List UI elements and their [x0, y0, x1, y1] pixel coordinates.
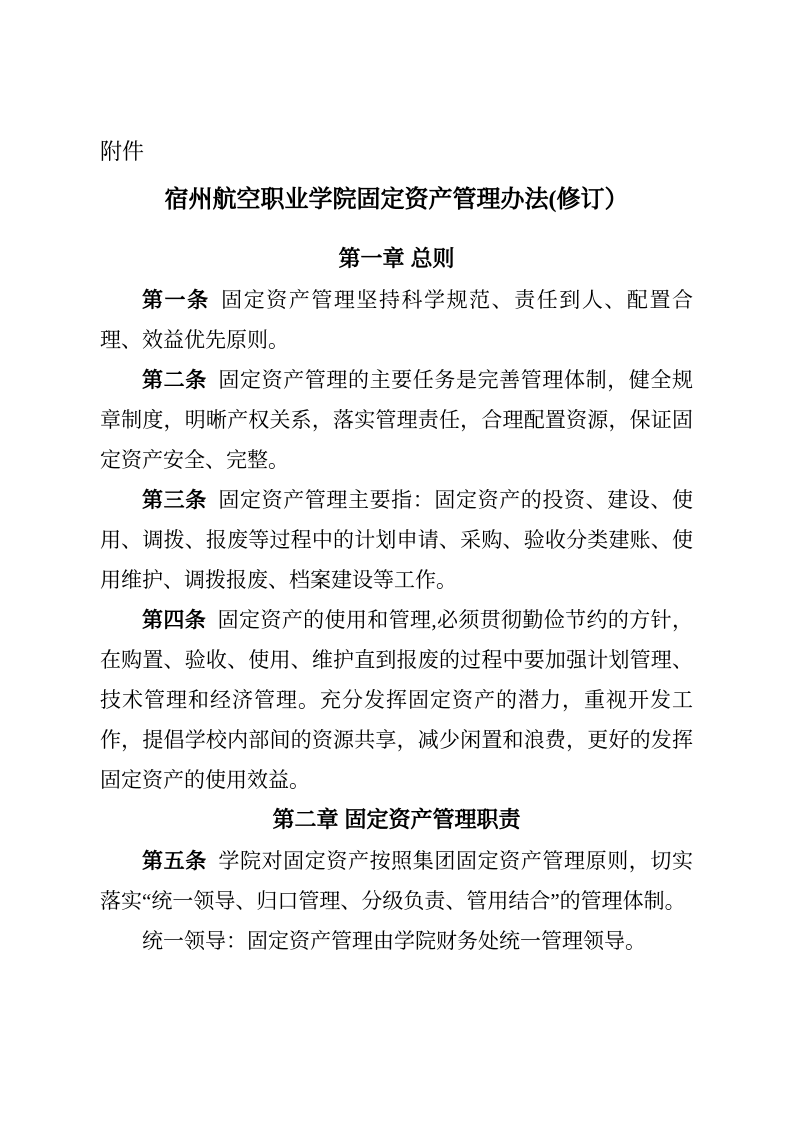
paragraph	[100, 921, 693, 961]
paragraph-text: 固定资产的使用和管理,必须贯彻勤俭节约的方针，在购置、验收、使用、维护直到报废的过程中要加强计划管理、技术管理和经济管理。充分发挥固定资产的潜力，重视开发工作，提倡学校内部间的资源共享，减少闲置和浪费，更好的发挥固定资产的使用效益。	[100, 608, 694, 792]
chapter-1-body	[100, 280, 693, 800]
document-title: 宿州航空职业学院固定资产管理办法(修订）	[164, 187, 629, 213]
article-number: 第一条	[142, 288, 210, 312]
chapter-1-heading: 第一章 总则	[338, 246, 455, 271]
paragraph	[100, 600, 693, 800]
paragraph	[100, 841, 693, 921]
paragraph-text: 统一领导：固定资产管理由学院财务处统一管理领导。	[142, 929, 646, 953]
chapter-2-body	[100, 841, 693, 961]
article-number: 第二条	[142, 368, 207, 392]
chapter-2-heading: 第二章 固定资产管理职责	[272, 807, 521, 832]
paragraph-text: 固定资产管理主要指：固定资产的投资、建设、使用、调拨、报废等过程中的计划申请、采购、验收分类建账、使用维护、调拨报废、档案建设等工作。	[100, 488, 694, 592]
article-number: 第三条	[142, 488, 207, 512]
attachment-label: 附件	[100, 139, 145, 164]
chapter-1	[100, 246, 693, 800]
paragraph	[100, 280, 693, 360]
paragraph-text: 固定资产管理的主要任务是完善管理体制，健全规章制度，明晰产权关系，落实管理责任，合理配置资源，保证固定资产安全、完整。	[100, 368, 694, 472]
paragraph-text: 固定资产管理坚持科学规范、责任到人、配置合理、效益优先原则。	[100, 288, 693, 352]
paragraph	[100, 360, 693, 480]
chapter-2	[100, 807, 693, 961]
paragraph-text: 学院对固定资产按照集团固定资产管理原则，切实落实“统一领导、归口管理、分级负责、管用结合”的管理体制。	[100, 849, 694, 913]
article-number: 第四条	[142, 608, 207, 632]
paragraph	[100, 480, 693, 600]
article-number: 第五条	[142, 849, 207, 873]
